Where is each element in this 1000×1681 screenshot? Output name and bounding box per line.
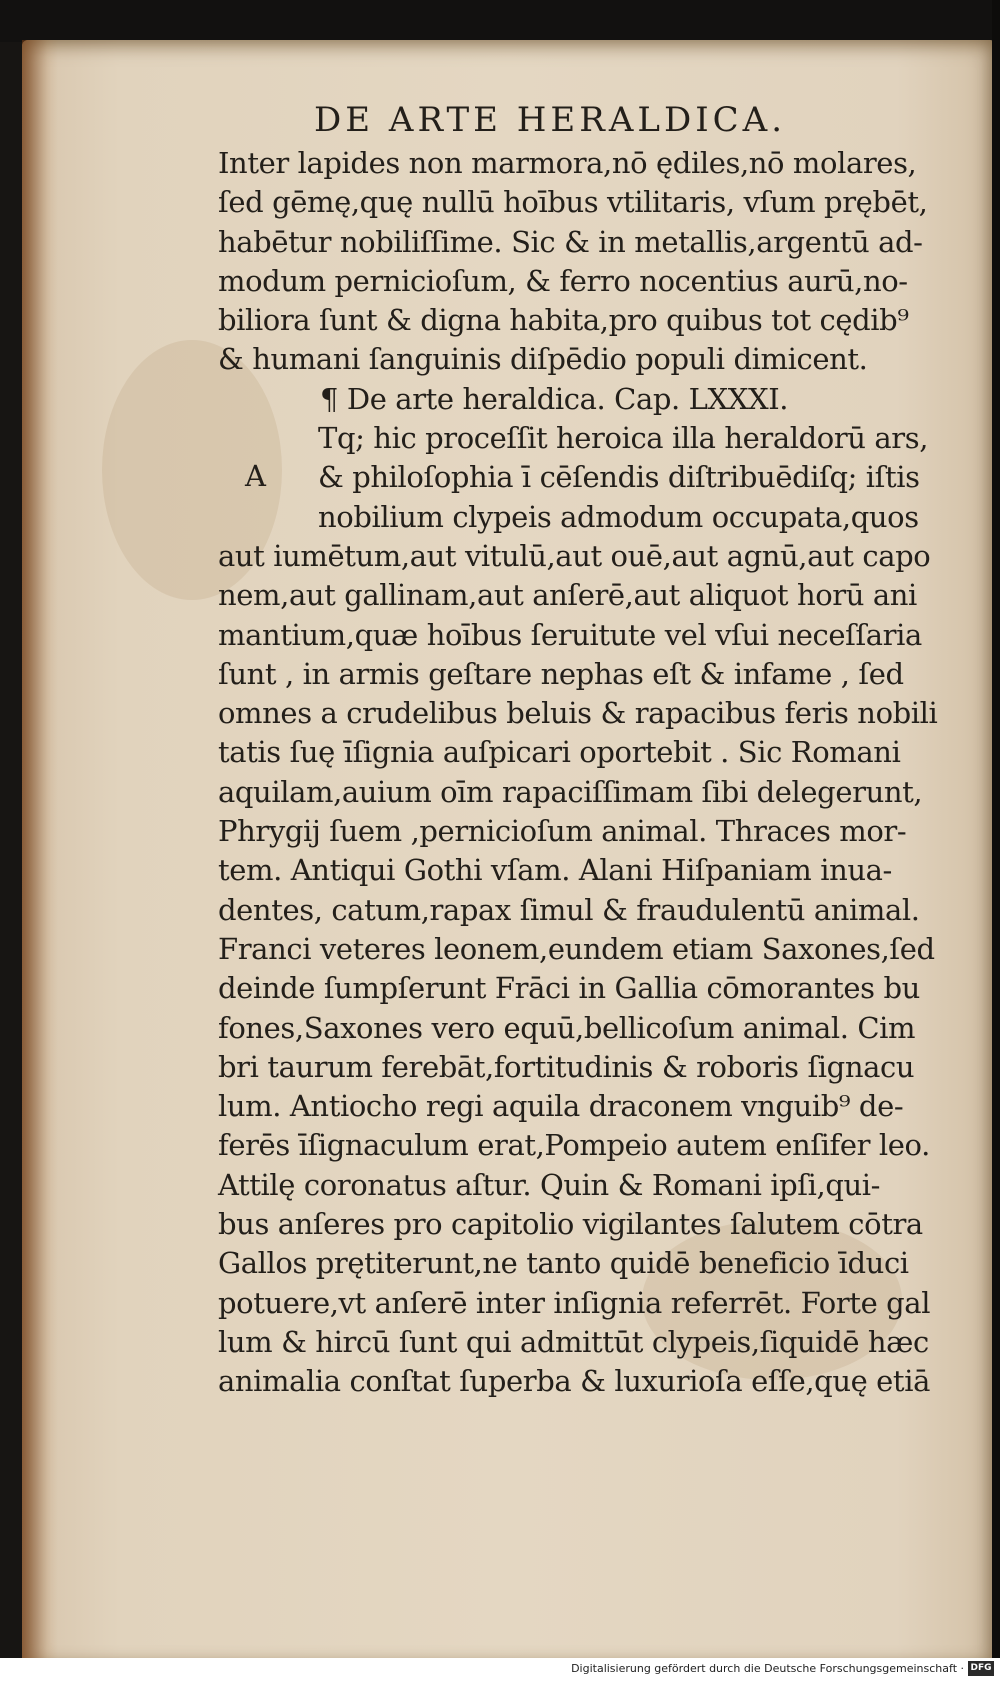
text-line: tatis ſuę īſignia auſpicari oportebit . Sic Romani [218, 735, 901, 770]
text-line: ferēs īſignaculum erat,Pompeio autem enſifer leo. [218, 1128, 930, 1163]
text-line: aquilam,auium oīm rapaciſſimam ſibi delegerunt, [218, 774, 923, 809]
text-line: habētur nobiliſſime. Sic & in metallis,argentū ad- [218, 224, 923, 259]
marginal-letter: A [245, 459, 266, 493]
scan-top-border [0, 0, 1000, 42]
text-line: bri taurum ferebāt,fortitudinis & roboris ſignacu [218, 1049, 915, 1084]
text-line: nem,aut gallinam,aut anſerē,aut aliquot horū ani [218, 578, 917, 613]
text-line: & humani ſanguinis diſpēdio populi dimicent. [218, 342, 868, 377]
running-head: DE ARTE HERALDICA. [314, 100, 787, 140]
digitization-footer [0, 1658, 1000, 1681]
text-line: nobilium clypeis admodum occupata,quos [318, 499, 919, 534]
body-text [218, 144, 938, 1402]
text-line: aut iumētum,aut vitulū,aut ouē,aut agnū,aut capo [218, 538, 931, 573]
text-line: lum & hircū ſunt qui admittūt clypeis,ſiquidē hæc [218, 1324, 929, 1359]
text-line: ſunt , in armis geſtare nephas eſt & infame , ſed [218, 656, 904, 691]
text-line: biliora ſunt & digna habita,pro quibus tot cędib⁹ [218, 303, 909, 338]
footer-credit: Digitalisierung gefördert durch die Deutsche Forschungsgemeinschaft · [571, 1662, 964, 1675]
text-line: deinde ſumpſerunt Frāci in Gallia cōmorantes bu [218, 971, 920, 1006]
text-line: Attilę coronatus aſtur. Quin & Romani ipſi,qui- [218, 1167, 881, 1202]
text-line: mantium,quæ hoībus ſeruitute vel vſui neceſſaria [218, 617, 922, 652]
text-line: Gallos prętiterunt,ne tanto quidē beneficio īduci [218, 1246, 909, 1281]
scan-right-border [992, 0, 1000, 1681]
text-line: modum pernicioſum, & ferro nocentius aurū,no- [218, 263, 908, 298]
text-line: Phrygij ſuem ,pernicioſum animal. Thraces mor- [218, 814, 907, 849]
text-line: ſed gēmę,quę nullū hoībus vtilitaris, vſum prębēt, [218, 185, 928, 220]
text-line: & philoſophia ī cēſendis diſtribuēdiſq; iſtis [318, 460, 920, 495]
text-line: tem. Antiqui Gothi vſam. Alani Hiſpaniam inua- [218, 853, 892, 888]
text-line: potuere,vt anſerē inter inſignia referrēt. Forte gal [218, 1285, 931, 1320]
text-line: Inter lapides non marmora,nō ędiles,nō molares, [218, 146, 917, 180]
text-line: Tq; hic proceſſit heroica illa heraldorū ars, [318, 421, 929, 456]
text-line: lum. Antiocho regi aquila draconem vnguib⁹ de- [218, 1089, 904, 1124]
dfg-logo: DFG [968, 1661, 994, 1676]
text-line: Franci veteres leonem,eundem etiam Saxones,ſed [218, 931, 935, 966]
chapter-heading: ¶ De arte heraldica. Cap. LXXXI. [320, 381, 789, 416]
text-line: bus anſeres pro capitolio vigilantes ſalutem cōtra [218, 1207, 923, 1242]
text-line: omnes a crudelibus beluis & rapacibus feris nobili [218, 696, 938, 731]
text-line: fones,Saxones vero equū,bellicoſum animal. Cim [218, 1010, 916, 1045]
text-line: animalia conſtat ſuperba & luxurioſa eſſe,quę etiā [218, 1364, 930, 1399]
text-line: dentes, catum,rapax ſimul & fraudulentū animal. [218, 892, 920, 927]
